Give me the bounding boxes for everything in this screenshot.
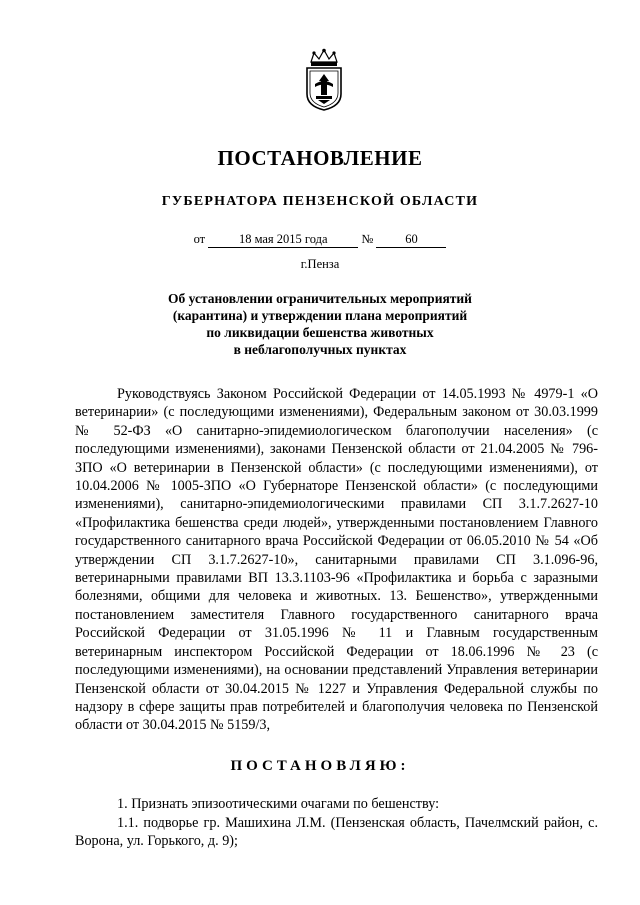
number-prefix: № bbox=[361, 232, 374, 246]
decree-word: ПОСТАНОВЛЯЮ: bbox=[230, 758, 410, 774]
date-prefix: от bbox=[193, 232, 206, 246]
heading-line: Об установлении ограничительных мероприятий bbox=[168, 291, 472, 306]
coat-of-arms-emblem bbox=[302, 48, 346, 112]
issuer-subtitle: ГУБЕРНАТОРА ПЕНЗЕНСКОЙ ОБЛАСТИ bbox=[161, 194, 479, 209]
heading-line: по ликвидации бешенства животных bbox=[206, 325, 434, 340]
preamble-paragraph: Руководствуясь Законом Российской Федерации от 14.05.1993 № 4979-1 «О ветеринарии» (с последующими изменениями), Федеральным законом от 30.03.1999 № 52-ФЗ «О санитарно-эпидемиологическом благополучии населения» (с последующими изменениями), законами Пензенской области от 21.04.2005 № 796-ЗПО «О ветеринарии в Пензенской области» (с последующими изменениями), от 10.04.2006 № 1005-ЗПО «О Губернаторе Пензенской области» (с последующими изменениями), санитарно-эпидемиологическими правилами СП 3.1.7.2627-10 «Профилактика бешенства среди людей», утвержденными постановлением Главного государственного санитарного врача Российской Федерации от 06.05.2010 № 54 «Об утверждении СП 3.1.7.2627-10», санитарными правилами СП 3.1.096-96, ветеринарными правилами ВП 13.3.1103-96 «Профилактика и борьба с заразными болезнями, общими для человека и животных. 13. Бешенство», утвержденными постановлением заместителя Главного государственного санитарного врача Российской Федерации от 31.05.1996 № 11 и Главным государственным ветеринарным инспектором Российской Федерации от 18.06.1996 № 23 (с последующими изменениями), на основании представлений Управления ветеринарии Пензенской области от 30.04.2015 № 1227 и Управления Федеральной службы по надзору в сфере защиты прав потребителей и благополучия человека по Пензенской области от 30.04.2015 № 5159/3, bbox=[75, 386, 598, 734]
clause-1: 1. Признать эпизоотическими очагами по бешенству: bbox=[117, 796, 440, 812]
heading-line: (карантина) и утверждении плана мероприятий bbox=[172, 308, 468, 323]
document-date: 18 мая 2015 года bbox=[208, 232, 358, 248]
date-number-line bbox=[0, 232, 640, 248]
clause-1-1: 1.1. подворье гр. Машихина Л.М. (Пензенская область, Пачелмский район, с. Ворона, ул. Горького, д. 9); bbox=[75, 815, 598, 850]
city: г.Пенза bbox=[300, 257, 340, 271]
document-title: ПОСТАНОВЛЕНИЕ bbox=[217, 146, 423, 170]
document-heading bbox=[120, 290, 520, 358]
document-number: 60 bbox=[376, 232, 446, 248]
heading-line: в неблагополучных пунктах bbox=[233, 342, 407, 357]
